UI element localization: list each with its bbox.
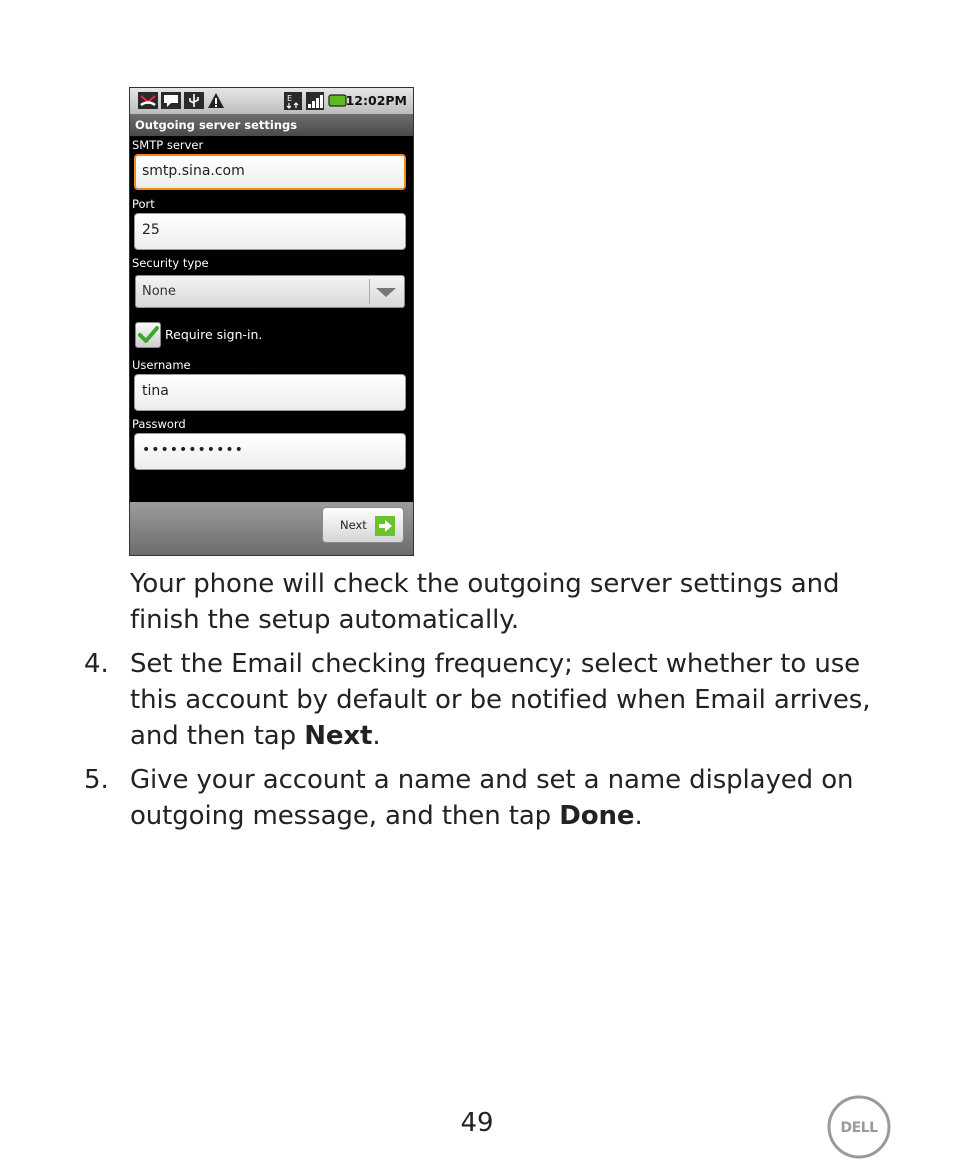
smtp-server-label: SMTP server xyxy=(132,138,204,152)
status-clock: 12:02PM xyxy=(345,93,407,108)
step-4-number: 4. xyxy=(84,649,109,679)
bottom-bar xyxy=(130,502,413,556)
warning-icon xyxy=(207,92,225,109)
dropdown-arrow-icon xyxy=(376,288,396,297)
checkmark-icon xyxy=(136,323,160,347)
next-button-label: Next xyxy=(340,518,367,532)
step-4-line-1: Set the Email checking frequency; select whether to use xyxy=(130,649,861,679)
intro-line-1: Your phone will check the outgoing server settings and xyxy=(130,569,840,599)
step-5-done-keyword: Done xyxy=(559,801,635,831)
page-number: 49 xyxy=(460,1108,494,1138)
dell-logo-text: DELL xyxy=(840,1120,878,1136)
message-icon xyxy=(161,92,181,109)
screen-title: Outgoing server settings xyxy=(130,114,413,136)
dell-logo-icon xyxy=(826,1094,892,1160)
status-bar xyxy=(130,88,413,114)
intro-line-2: finish the setup automatically. xyxy=(130,605,519,635)
security-type-label: Security type xyxy=(132,256,209,270)
select-divider xyxy=(369,279,370,304)
signal-icon xyxy=(306,92,324,110)
require-signin-checkbox[interactable] xyxy=(135,322,161,348)
step-5-number: 5. xyxy=(84,765,109,795)
username-label: Username xyxy=(132,358,191,372)
step-5-text xyxy=(130,762,920,834)
step-4-period: . xyxy=(372,721,381,751)
security-type-value: None xyxy=(142,284,176,299)
username-input[interactable]: tina xyxy=(134,374,406,411)
step-5-line-1: Give your account a name and set a name displayed on xyxy=(130,765,854,795)
intro-paragraph xyxy=(130,566,920,638)
step-5-line-2: outgoing message, and then tap xyxy=(130,801,560,831)
password-label: Password xyxy=(132,417,186,431)
next-button[interactable] xyxy=(322,507,404,543)
step-4-text xyxy=(130,646,920,754)
smtp-server-input[interactable]: smtp.sina.com xyxy=(134,154,406,190)
usb-icon xyxy=(184,92,204,109)
missed-call-icon xyxy=(138,92,158,109)
require-signin-label: Require sign-in. xyxy=(165,327,263,342)
step-4-next-keyword: Next xyxy=(304,721,373,751)
arrow-right-icon xyxy=(375,516,395,536)
svg-text:E: E xyxy=(287,94,293,103)
step-4-line-3: and then tap xyxy=(130,721,305,751)
port-label: Port xyxy=(132,197,155,211)
step-4-line-2: this account by default or be notified when Email arrives, xyxy=(130,685,871,715)
port-input[interactable]: 25 xyxy=(134,213,406,250)
phone-screenshot xyxy=(129,87,414,556)
security-type-select[interactable] xyxy=(135,275,405,308)
data-network-icon xyxy=(284,92,302,110)
password-input[interactable]: ••••••••••• xyxy=(134,433,406,470)
step-5-period: . xyxy=(634,801,643,831)
